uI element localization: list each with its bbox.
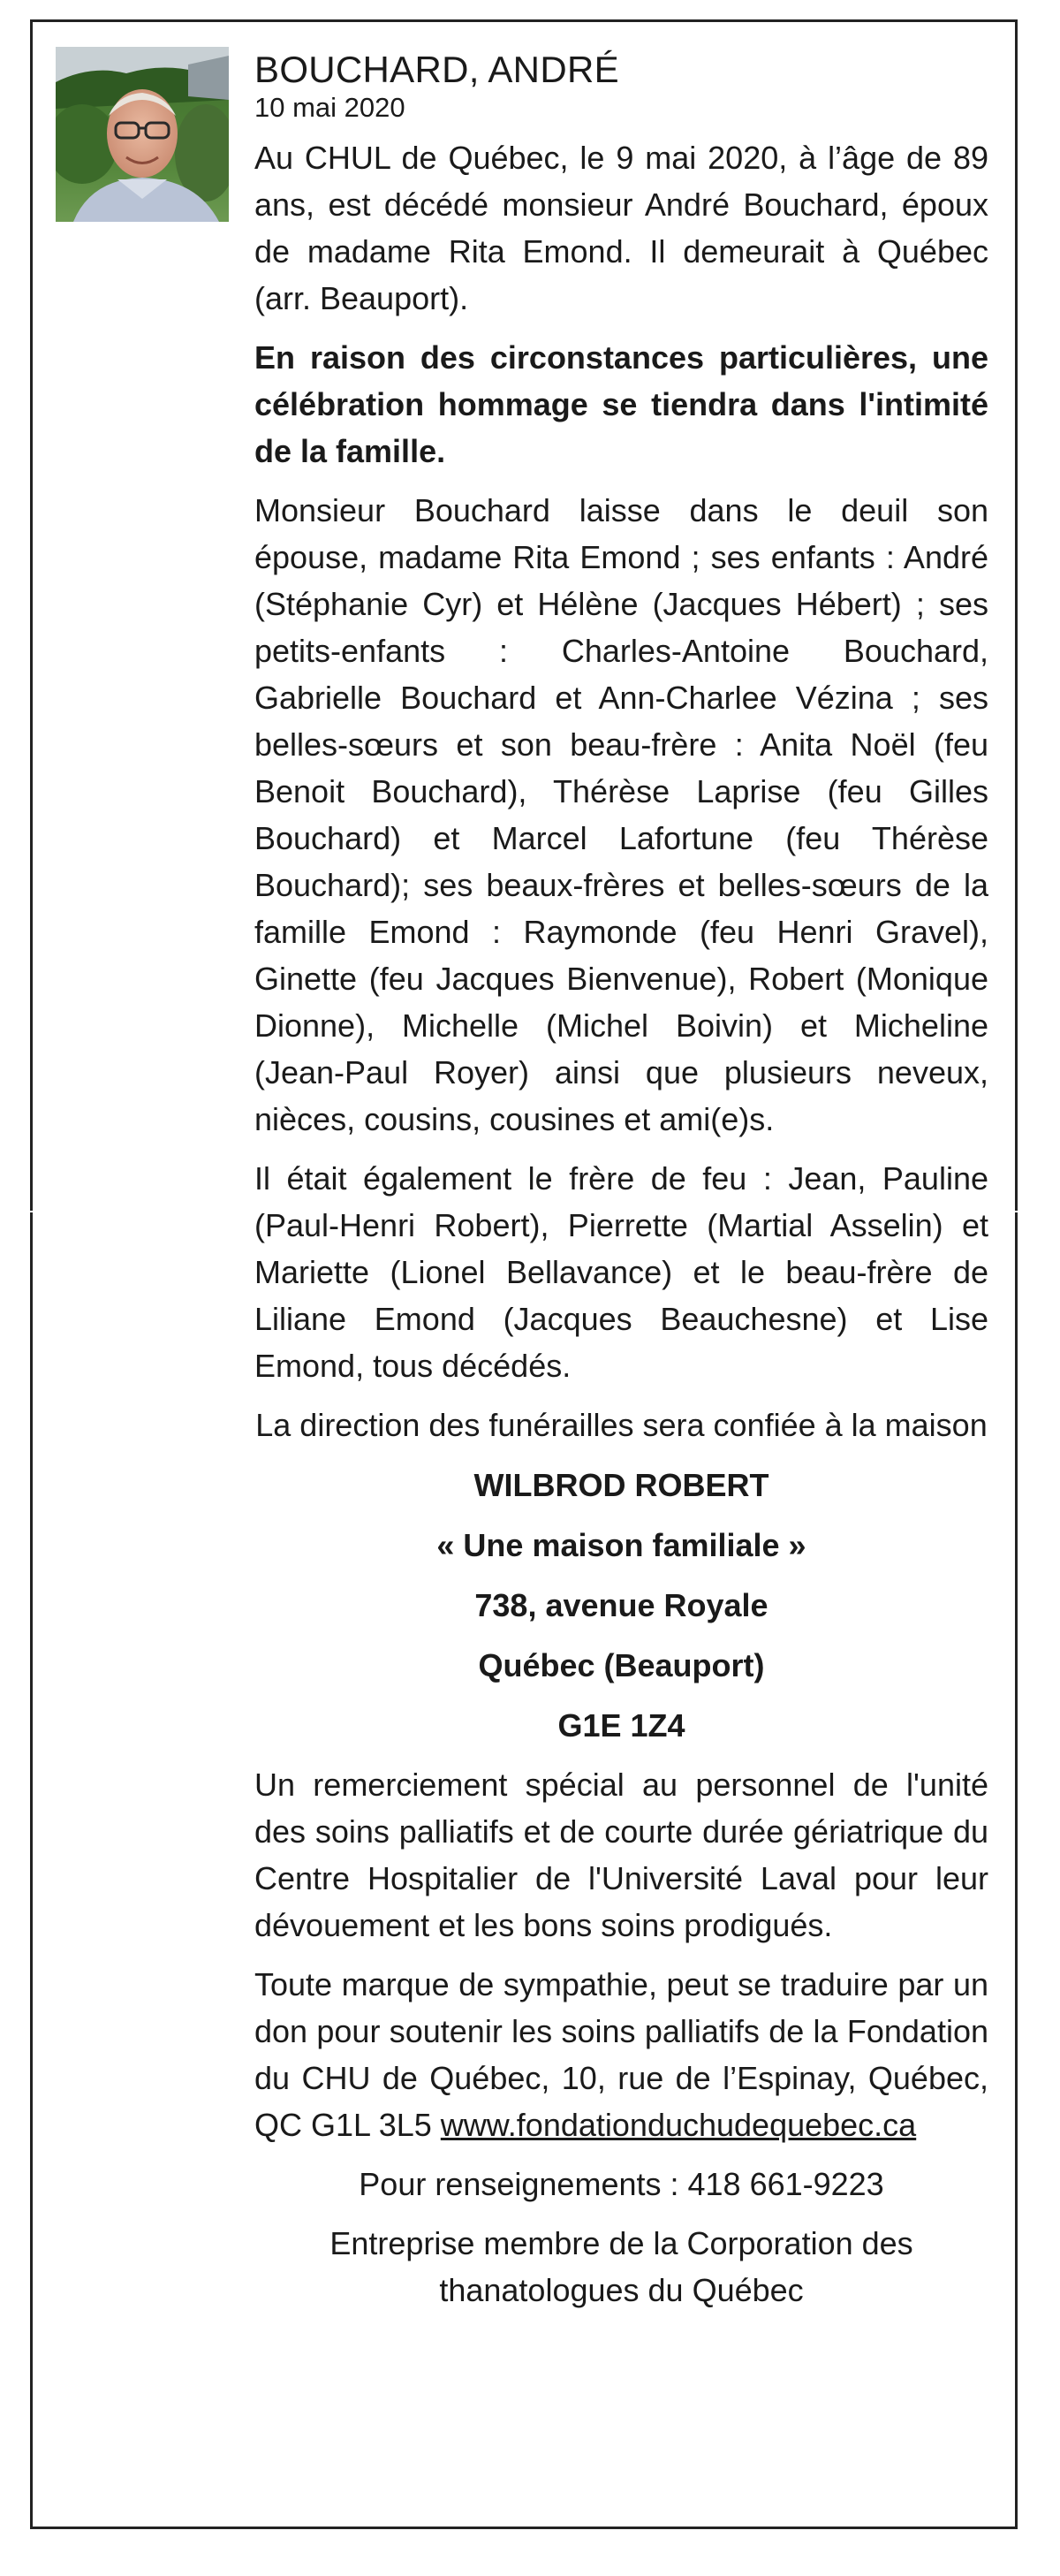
member-line: Entreprise membre de la Corporation des thanatologues du Québec	[329, 2225, 913, 2308]
funeral-home-postal: G1E 1Z4	[557, 1707, 685, 1744]
funeral-direction: La direction des funérailles sera confiée à la maison	[255, 1407, 988, 1443]
portrait-image	[56, 47, 229, 222]
funeral-home-slogan: « Une maison familiale »	[436, 1527, 806, 1563]
death-announcement: Au CHUL de Québec, le 9 mai 2020, à l’âge de 89 ans, est décédé monsieur André Bouchard, époux de madame Rita Emond. Il demeurait à Québec (arr. Beauport).	[254, 140, 988, 316]
funeral-home-name: WILBROD ROBERT	[473, 1467, 769, 1503]
donation-link[interactable]: www.fondationduchudequebec.ca	[440, 2107, 917, 2143]
donation-text: Toute marque de sympathie, peut se traduire par un don pour soutenir les soins palliatifs de la Fondation du CHU de Québec, 10, rue de l’Espinay, Québec, QC G1L 3L5	[254, 1966, 988, 2143]
donation-paragraph	[254, 1961, 988, 2148]
funeral-home-city: Québec (Beauport)	[478, 1647, 765, 1683]
obituary-content	[254, 48, 988, 2314]
info-line: Pour renseignements : 418 661-9223	[359, 2166, 884, 2202]
publication-date: 10 mai 2020	[254, 92, 405, 123]
ceremony-notice: En raison des circonstances particulières, une célébration hommage se tiendra dans l'intimité de la famille.	[254, 339, 988, 469]
deceased-name: BOUCHARD, ANDRÉ	[254, 49, 619, 90]
portrait-photo	[56, 47, 229, 222]
thanks-paragraph: Un remerciement spécial au personnel de l'unité des soins palliatifs et de courte durée gériatrique du Centre Hospitalier de l'Université Laval pour leur dévouement et les bons soins prodigués.	[254, 1767, 988, 1943]
funeral-home-street: 738, avenue Royale	[474, 1587, 768, 1623]
predeceased-paragraph: Il était également le frère de feu : Jean, Pauline (Paul-Henri Robert), Pierrette (Martial Asselin) et Mariette (Lionel Bellavance) et le beau-frère de Liliane Emond (Jacques Beauchesne) et Lise Emond, tous décédés.	[254, 1160, 988, 1384]
survivors-paragraph: Monsieur Bouchard laisse dans le deuil son épouse, madame Rita Emond ; ses enfants : André (Stéphanie Cyr) et Hélène (Jacques Hébert) ; ses petits-enfants : Charles-Antoine Bouchard, Gabrielle Bouchard et Ann-Charlee Vézina ; ses belles-sœurs et son beau-frère : Anita Noël (feu Benoit Bouchard), Thérèse Laprise (feu Gilles Bouchard) et Marcel Lafortune (feu Thérèse Bouchard); ses beaux-frères et belles-sœurs de la famille Emond : Raymonde (feu Henri Gravel), Ginette (feu Jacques Bienvenue), Robert (Monique Dionne), Michelle (Michel Boivin) et Micheline (Jean-Paul Royer) ainsi que plusieurs neveux, nièces, cousins, cousines et ami(e)s.	[254, 492, 988, 1137]
